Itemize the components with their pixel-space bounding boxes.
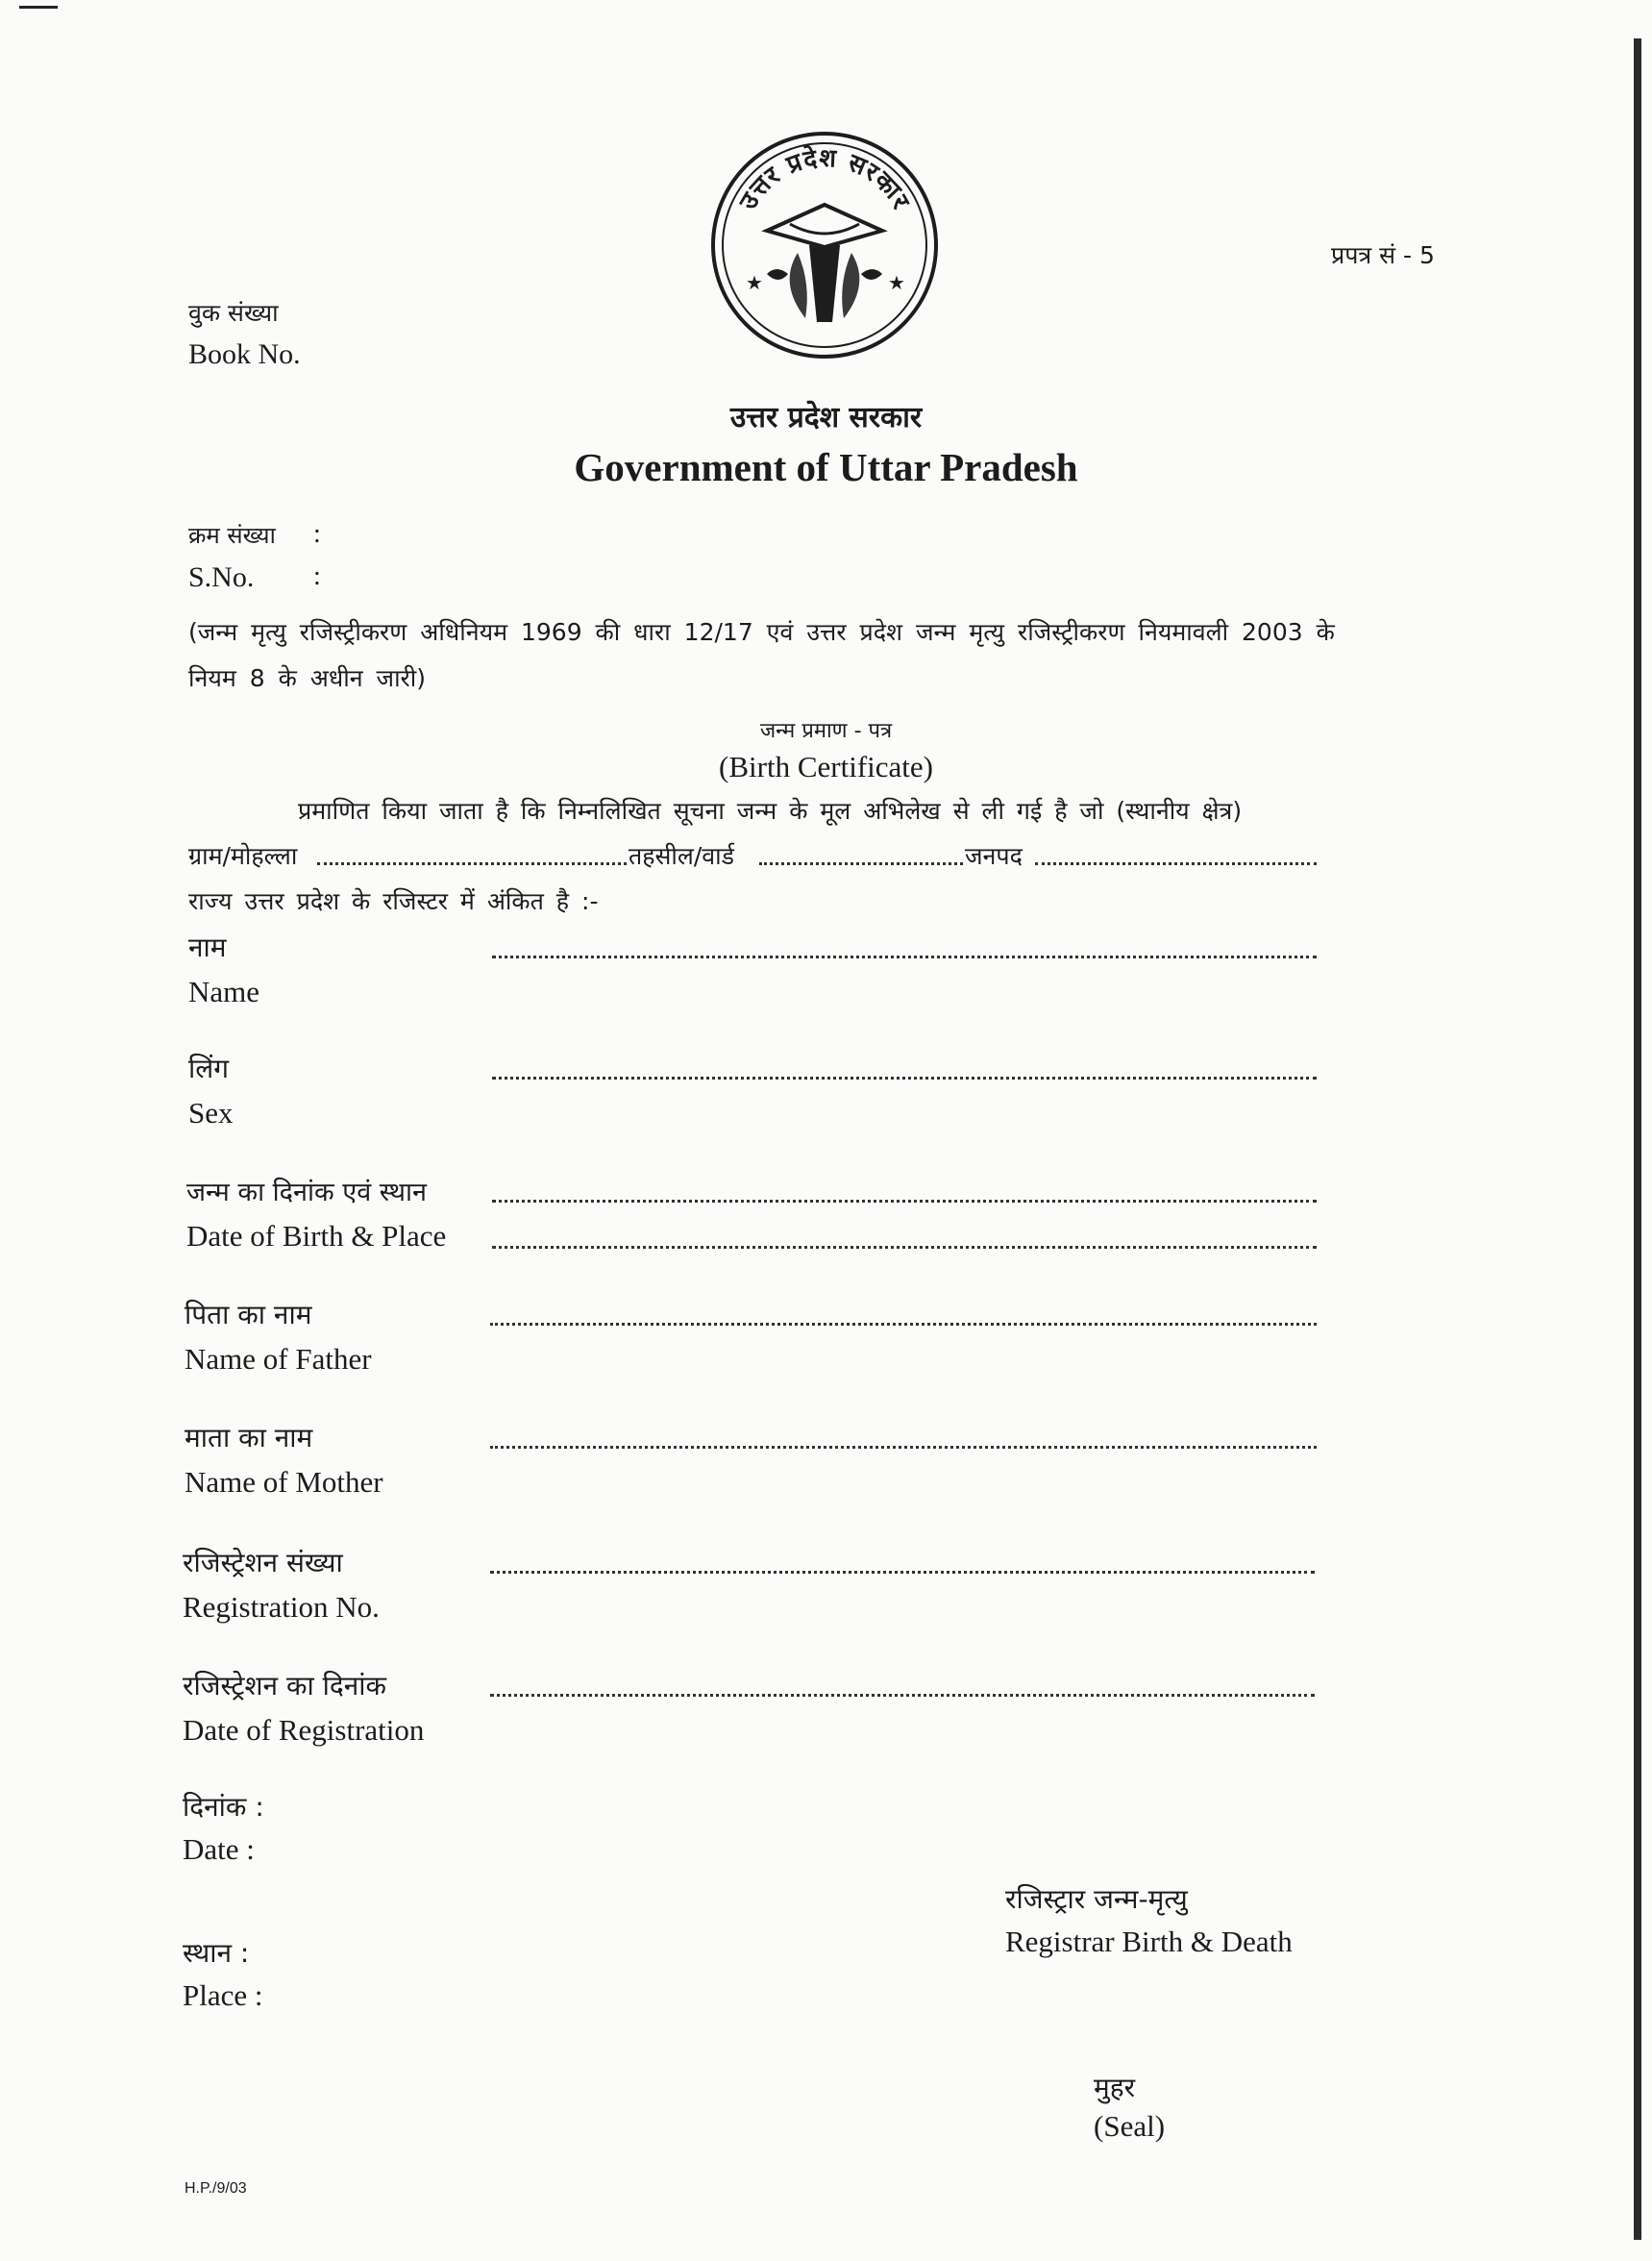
- sno-label-hindi: क्रम संख्या: [188, 522, 276, 549]
- seal-label-hindi: मुहर: [1094, 2072, 1136, 2103]
- father-name-blank[interactable]: [490, 1323, 1317, 1326]
- mother-name-blank[interactable]: [490, 1446, 1317, 1449]
- field-label-hindi: नाम: [188, 932, 227, 963]
- field-label-hindi: रजिस्ट्रेशन संख्या: [183, 1547, 343, 1578]
- gov-title: Government of Uttar Pradesh: [574, 445, 1078, 489]
- village-blank[interactable]: [317, 862, 627, 865]
- gov-title-hindi: उत्तर प्रदेश सरकार: [729, 401, 923, 435]
- place-label-hindi: स्थान :: [183, 1937, 250, 1969]
- field-label-hindi: जन्म का दिनांक एवं स्थान: [186, 1178, 428, 1207]
- sno-label: S.No.: [188, 561, 255, 593]
- field-label-hindi: रजिस्ट्रेशन का दिनांक: [183, 1670, 387, 1702]
- svg-text:★: ★: [746, 271, 763, 294]
- certify-line1: प्रमाणित किया जाता है कि निम्नलिखित सूचना जन्म के मूल अभिलेख से ली गई है जो (स्थानीय क्षेत्र): [298, 797, 1243, 825]
- field-label: Sex: [188, 1096, 234, 1130]
- act-note-line2: नियम 8 के अधीन जारी): [188, 664, 426, 692]
- date-of-birth-blank[interactable]: [492, 1200, 1317, 1203]
- emblem-text: उत्तर प्रदेश सरकार: [733, 143, 916, 215]
- date-label: Date :: [183, 1832, 255, 1866]
- district-blank[interactable]: [1035, 862, 1317, 865]
- field-label-hindi: माता का नाम: [185, 1422, 313, 1454]
- field-label: Date of Registration: [183, 1713, 425, 1747]
- registration-date-blank[interactable]: [490, 1694, 1315, 1697]
- tehsil-blank[interactable]: [759, 862, 963, 865]
- seal-label: (Seal): [1094, 2109, 1166, 2143]
- cert-title-hindi: जन्म प्रमाण - पत्र: [759, 719, 893, 743]
- sno-colon-hindi: :: [313, 519, 321, 549]
- registrar-label: Registrar Birth & Death: [1005, 1925, 1293, 1958]
- form-number: प्रपत्र सं - 5: [1331, 241, 1435, 269]
- village-label: ग्राम/मोहल्ला: [188, 842, 298, 870]
- field-label-hindi: लिंग: [188, 1053, 230, 1084]
- book-no-label-hindi: वुक संख्या: [188, 299, 279, 327]
- scan-mark: [19, 6, 58, 9]
- act-note-line1: (जन्म मृत्यु रजिस्ट्रीकरण अधिनियम 1969 की धारा 12/17 एवं उत्तर प्रदेश जन्म मृत्यु रजिस्ट्रीकरण नियमावली 2003 के: [188, 618, 1335, 646]
- registration-no-blank[interactable]: [490, 1571, 1315, 1574]
- field-label: Name of Father: [185, 1342, 372, 1376]
- certify-line3: राज्य उत्तर प्रदेश के रजिस्टर में अंकित है :-: [188, 887, 599, 915]
- place-label: Place :: [183, 1978, 263, 2012]
- field-label-hindi: पिता का नाम: [185, 1299, 312, 1330]
- district-label: जनपद: [965, 842, 1023, 870]
- name-blank[interactable]: [492, 956, 1317, 958]
- tehsil-label: तहसील/वार्ड: [629, 842, 735, 870]
- field-label: Date of Birth & Place: [186, 1219, 447, 1253]
- cert-title: (Birth Certificate): [719, 750, 933, 783]
- page-edge-shadow: [1634, 38, 1641, 2240]
- sno-colon: :: [313, 561, 321, 591]
- footer-code: H.P./9/03: [185, 2180, 247, 2197]
- date-label-hindi: दिनांक :: [183, 1791, 264, 1823]
- svg-text:★: ★: [888, 271, 905, 294]
- field-label: Name of Mother: [185, 1465, 383, 1499]
- registrar-label-hindi: रजिस्ट्रार जन्म-मृत्यु: [1005, 1883, 1188, 1915]
- up-government-emblem-icon: [709, 130, 940, 360]
- place-of-birth-blank[interactable]: [492, 1246, 1317, 1249]
- sex-blank[interactable]: [492, 1077, 1317, 1080]
- book-no-label: Book No.: [188, 338, 301, 370]
- field-label: Name: [188, 975, 260, 1008]
- field-label: Registration No.: [183, 1590, 380, 1624]
